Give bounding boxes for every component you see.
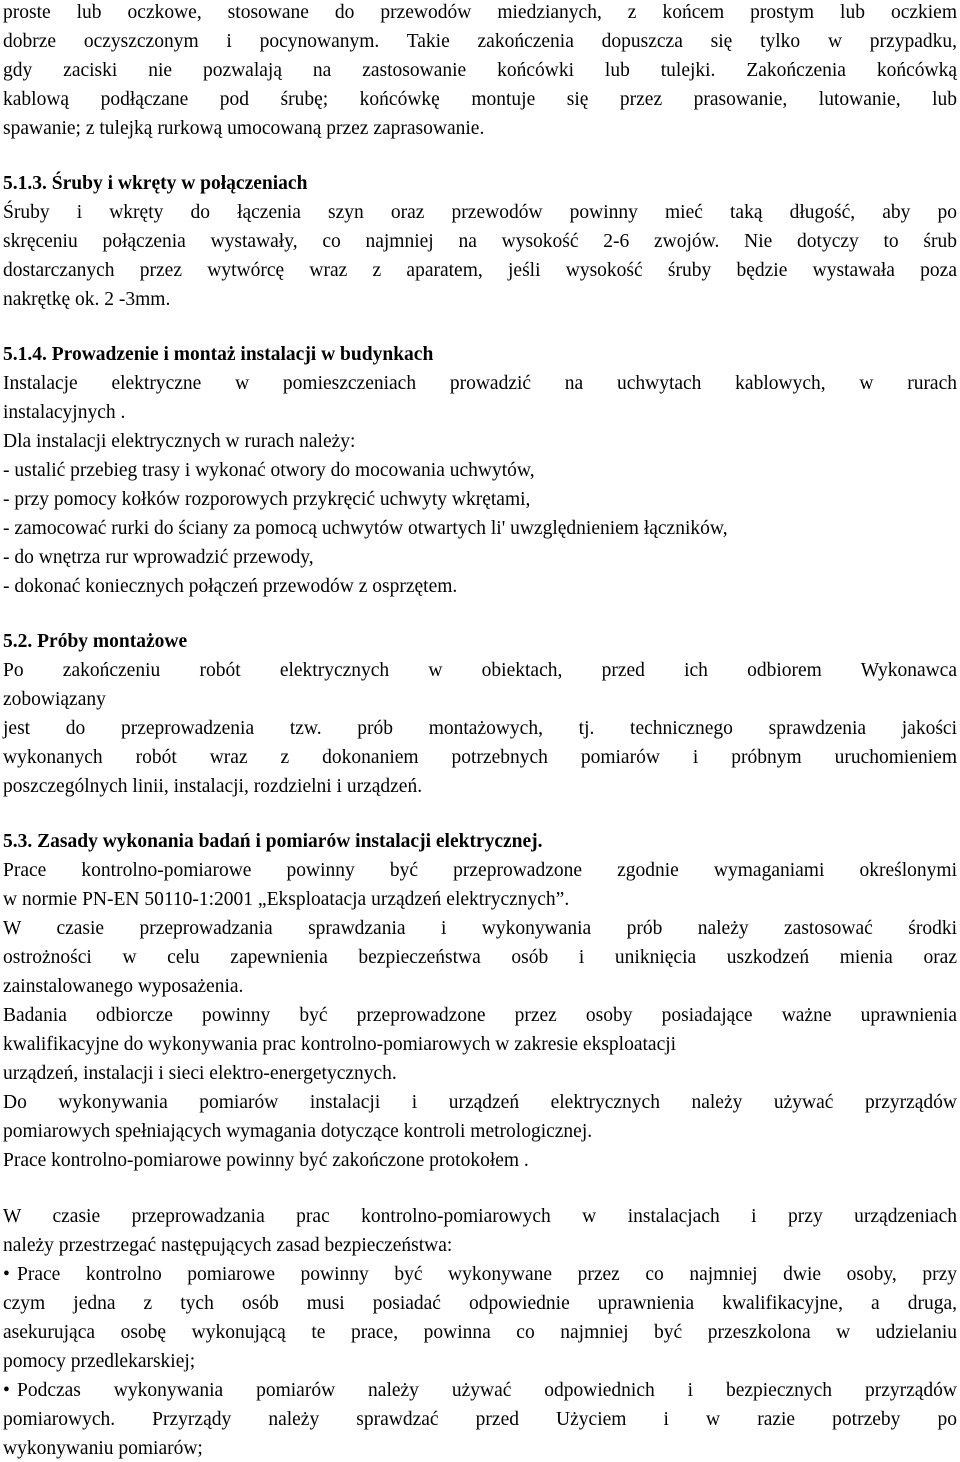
section-5-3-line-10: pomiarowych spełniających wymagania dotyczące kontroli metrologicznej. xyxy=(3,1121,593,1142)
intro-line-4: kablową podłączane pod śrubę; końcówkę montuje się przez prasowanie, lutowanie, lub xyxy=(3,89,957,110)
section-5-1-4-line-1: Instalacje elektryczne w pomieszczeniach prowadzić na uchwytach kablowych, w rurach xyxy=(3,373,957,394)
section-5-1-3-line-4: nakrętkę ok. 2 -3mm. xyxy=(3,289,171,310)
bullet-icon: • xyxy=(3,1380,10,1401)
section-heading-5-1-4: 5.1.4. Prowadzenie i montaż instalacji w budynkach xyxy=(3,344,434,365)
bullet-item-2-text: Podczas wykonywania pomiarów należy używać odpowiednich i bezpiecznych przyrządów xyxy=(17,1380,957,1401)
section-5-1-3-line-2: skręceniu połączenia wystawały, co najmniej na wysokość 2-6 zwojów. Nie dotyczy to śrub xyxy=(3,231,957,252)
intro-line-3: gdy zaciski nie pozwalają na zastosowanie końcówki lub tulejki. Zakończenia końcówką xyxy=(3,60,957,81)
section-5-2-line-5: poszczególnych linii, instalacji, rozdzielni i urządzeń. xyxy=(3,776,423,797)
section-5-2-line-4: wykonanych robót wraz z dokonaniem potrzebnych pomiarów i próbnym uruchomieniem xyxy=(3,747,957,768)
bullet-item-2-line-2: pomiarowych. Przyrządy należy sprawdzać przed Użyciem i w razie potrzeby po xyxy=(3,1409,957,1430)
bullet-item-1-text: Prace kontrolno pomiarowe powinny być wykonywane przez co najmniej dwie osoby, przy xyxy=(17,1264,957,1285)
bullet-item-1-line-3: asekurująca osobę wykonującą te prace, powinna co najmniej być przeszkolona w udzielaniu xyxy=(3,1322,957,1343)
section-5-1-4-line-3: Dla instalacji elektrycznych w rurach należy: xyxy=(3,431,356,452)
section-5-1-4-line-2: instalacyjnych . xyxy=(3,402,126,423)
bullet-item-2-first-line xyxy=(3,1378,957,1403)
section-5-2-line-3: jest do przeprowadzenia tzw. prób montażowych, tj. technicznego sprawdzenia jakości xyxy=(3,718,957,739)
intro-line-5: spawanie; z tulejką rurkową umocowaną przez zaprasowanie. xyxy=(3,118,485,139)
section-5-2-line-1: Po zakończeniu robót elektrycznych w obiektach, przed ich odbiorem Wykonawca xyxy=(3,660,957,681)
section-5-3-line-1: Prace kontrolno-pomiarowe powinny być przeprowadzone zgodnie wymaganiami określonymi xyxy=(3,860,957,881)
section-5-1-4-list-item-4: - do wnętrza rur wprowadzić przewody, xyxy=(3,547,314,568)
section-5-1-4-list-item-5: - dokonać koniecznych połączeń przewodów z osprzętem. xyxy=(3,576,458,597)
section-5-3-line-11: Prace kontrolno-pomiarowe powinny być zakończone protokołem . xyxy=(3,1150,529,1171)
bullet-item-1-first-line xyxy=(3,1262,957,1287)
safety-line-1: W czasie przeprowadzania prac kontrolno-pomiarowych w instalacjach i przy urządzeniach xyxy=(3,1206,957,1227)
section-5-3-line-4: ostrożności w celu zapewnienia bezpieczeństwa osób i uniknięcia uszkodzeń mienia oraz xyxy=(3,947,957,968)
section-5-1-4-list-item-3: - zamocować rurki do ściany za pomocą uchwytów otwartych li' uwzględnieniem łączników, xyxy=(3,518,728,539)
section-5-3-line-7: kwalifikacyjne do wykonywania prac kontrolno-pomiarowych w zakresie eksploatacji xyxy=(3,1034,677,1055)
bullet-item-2-line-3: wykonywaniu pomiarów; xyxy=(3,1438,203,1459)
intro-line-2: dobrze oczyszczonym i pocynowanym. Takie zakończenia dopuszcza się tylko w przypadku, xyxy=(3,31,957,52)
section-heading-5-3: 5.3. Zasady wykonania badań i pomiarów instalacji elektrycznej. xyxy=(3,831,543,852)
section-heading-5-1-3: 5.1.3. Śruby i wkręty w połączeniach xyxy=(3,173,308,194)
section-5-1-3-line-3: dostarczanych przez wytwórcę wraz z aparatem, jeśli wysokość śruby będzie wystawała poza xyxy=(3,260,957,281)
section-5-3-line-5: zainstalowanego wyposażenia. xyxy=(3,976,244,997)
section-5-3-line-9: Do wykonywania pomiarów instalacji i urządzeń elektrycznych należy używać przyrządów xyxy=(3,1092,957,1113)
section-5-3-line-2: w normie PN-EN 50110-1:2001 „Eksploatacja urządzeń elektrycznych”. xyxy=(3,889,570,910)
section-heading-5-2: 5.2. Próby montażowe xyxy=(3,631,188,652)
safety-line-2: należy przestrzegać następujących zasad bezpieczeństwa: xyxy=(3,1235,453,1256)
section-5-3-line-6: Badania odbiorcze powinny być przeprowadzone przez osoby posiadające ważne uprawnienia xyxy=(3,1005,957,1026)
section-5-3-line-3: W czasie przeprowadzania sprawdzania i wykonywania prób należy zastosować środki xyxy=(3,918,957,939)
section-5-1-3-line-1: Śruby i wkręty do łączenia szyn oraz przewodów powinny mieć taką długość, aby po xyxy=(3,202,957,223)
bullet-item-1-line-2: czym jedna z tych osób musi posiadać odpowiednie uprawnienia kwalifikacyjne, a druga, xyxy=(3,1293,957,1314)
bullet-item-1-line-4: pomocy przedlekarskiej; xyxy=(3,1351,196,1372)
section-5-3-line-8: urządzeń, instalacji i sieci elektro-energetycznych. xyxy=(3,1063,397,1084)
section-5-1-4-list-item-1: - ustalić przebieg trasy i wykonać otwory do mocowania uchwytów, xyxy=(3,460,535,481)
intro-line-1: proste lub oczkowe, stosowane do przewodów miedzianych, z końcem prostym lub oczkiem xyxy=(3,2,957,23)
bullet-icon: • xyxy=(3,1264,10,1285)
section-5-1-4-list-item-2: - przy pomocy kołków rozporowych przykręcić uchwyty wkrętami, xyxy=(3,489,531,510)
section-5-2-line-2: zobowiązany xyxy=(3,689,106,710)
